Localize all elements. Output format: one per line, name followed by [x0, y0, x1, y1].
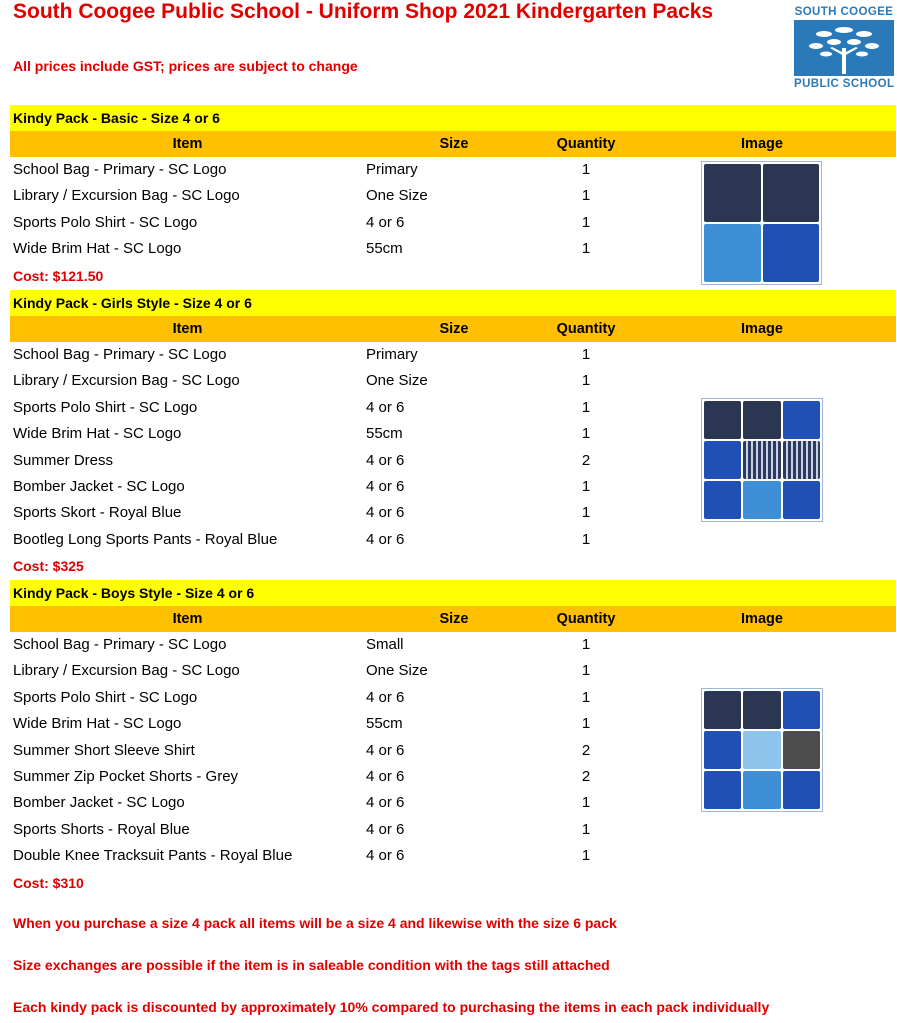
- table-header: [10, 131, 896, 157]
- item-quantity: 1: [581, 847, 591, 865]
- library-bag-image: [743, 401, 780, 439]
- item-size: 55cm: [366, 715, 403, 733]
- pack-cost: Cost: $325: [13, 558, 84, 575]
- item-quantity: 1: [581, 425, 591, 443]
- item-quantity: 1: [581, 636, 591, 653]
- pack-boys-image: [701, 688, 823, 812]
- item-quantity: 1: [581, 794, 591, 812]
- pack-title: Kindy Pack - Boys Style - Size 4 or 6: [10, 580, 896, 606]
- grey-shorts-image: [783, 731, 820, 769]
- price-disclaimer: All prices include GST; prices are subject to change: [13, 58, 358, 74]
- item-quantity: 1: [581, 187, 591, 205]
- table-row: [10, 342, 896, 368]
- item-quantity: 1: [581, 240, 591, 258]
- item-size: One Size: [366, 372, 428, 390]
- table-row: [10, 368, 896, 394]
- tracksuit-pants-image: [783, 771, 820, 809]
- item-size: One Size: [366, 187, 428, 205]
- item-size: 4 or 6: [366, 847, 405, 865]
- table-row: [10, 843, 896, 869]
- item-name: Library / Excursion Bag - SC Logo: [13, 187, 240, 205]
- header-item: Item: [172, 611, 203, 627]
- item-name: Sports Polo Shirt - SC Logo: [13, 398, 198, 416]
- pack-boys: [10, 580, 896, 896]
- table-row: [10, 527, 896, 553]
- item-quantity: 1: [581, 398, 591, 416]
- item-size: Small: [366, 636, 404, 653]
- table-header: [10, 316, 896, 342]
- item-name: Wide Brim Hat - SC Logo: [13, 240, 182, 258]
- table-row: [10, 817, 896, 843]
- header-size: Size: [439, 321, 469, 337]
- item-name: School Bag - Primary - SC Logo: [13, 346, 227, 363]
- item-name: Wide Brim Hat - SC Logo: [13, 425, 182, 443]
- item-name: Sports Polo Shirt - SC Logo: [13, 213, 198, 231]
- item-name: Double Knee Tracksuit Pants - Royal Blue: [13, 847, 293, 865]
- header-item: Item: [172, 321, 203, 337]
- item-name: Wide Brim Hat - SC Logo: [13, 715, 182, 733]
- item-quantity: 1: [581, 213, 591, 231]
- item-quantity: 1: [581, 662, 591, 680]
- school-bag-image: [704, 401, 741, 439]
- page-title: South Coogee Public School - Uniform Shop 2021 Kindergarten Packs: [13, 0, 714, 23]
- header-item: Item: [172, 136, 203, 152]
- item-quantity: 2: [581, 767, 591, 785]
- item-size: 4 or 6: [366, 820, 405, 838]
- pack-girls-image: [701, 398, 823, 522]
- item-name: School Bag - Primary - SC Logo: [13, 636, 227, 653]
- pack-basic-image: [701, 161, 822, 285]
- item-size: One Size: [366, 662, 428, 680]
- item-name: Summer Zip Pocket Shorts - Grey: [13, 767, 239, 785]
- logo-line-1: SOUTH COOGEE: [794, 6, 894, 18]
- polo-shirt-image: [704, 224, 761, 282]
- item-size: Primary: [366, 161, 418, 178]
- item-quantity: 2: [581, 451, 591, 469]
- item-size: 4 or 6: [366, 398, 405, 416]
- pack-cost: Cost: $310: [13, 874, 84, 891]
- item-name: Sports Polo Shirt - SC Logo: [13, 688, 198, 706]
- sports-pants-image: [783, 481, 820, 519]
- note-size-pack: When you purchase a size 4 pack all items will be a size 4 and likewise with the size 6 pack: [13, 915, 617, 931]
- item-quantity: 1: [581, 715, 591, 733]
- table-row: [10, 632, 896, 658]
- school-logo: [794, 6, 894, 96]
- item-quantity: 1: [581, 688, 591, 706]
- item-name: School Bag - Primary - SC Logo: [13, 161, 227, 178]
- school-bag-image: [704, 164, 761, 222]
- pack-girls: [10, 290, 896, 579]
- item-name: Library / Excursion Bag - SC Logo: [13, 372, 240, 390]
- header-quantity: Quantity: [556, 321, 616, 337]
- item-quantity: 1: [581, 477, 591, 495]
- library-bag-image: [763, 164, 820, 222]
- pack-basic: [10, 105, 896, 289]
- item-quantity: 1: [581, 372, 591, 390]
- bomber-jacket-image: [704, 731, 741, 769]
- item-size: 4 or 6: [366, 530, 405, 548]
- header-image: Image: [741, 136, 783, 152]
- item-size: 55cm: [366, 425, 403, 443]
- hat-image: [763, 224, 820, 282]
- library-bag-image: [743, 691, 780, 729]
- item-size: 4 or 6: [366, 794, 405, 812]
- item-size: 4 or 6: [366, 451, 405, 469]
- item-name: Summer Short Sleeve Shirt: [13, 741, 195, 759]
- item-name: Sports Shorts - Royal Blue: [13, 820, 190, 838]
- item-quantity: 2: [581, 741, 591, 759]
- item-name: Bomber Jacket - SC Logo: [13, 794, 185, 812]
- item-size: 4 or 6: [366, 767, 405, 785]
- header-size: Size: [439, 136, 469, 152]
- item-quantity: 1: [581, 346, 591, 363]
- polo-shirt-image: [743, 771, 780, 809]
- table-row: [10, 658, 896, 684]
- item-size: 4 or 6: [366, 504, 405, 522]
- header-image: Image: [741, 611, 783, 627]
- item-quantity: 1: [581, 530, 591, 548]
- header-quantity: Quantity: [556, 611, 616, 627]
- sports-shorts-image: [704, 771, 741, 809]
- hat-image: [783, 691, 820, 729]
- item-name: Summer Dress: [13, 451, 114, 469]
- table-header: [10, 606, 896, 632]
- item-size: 55cm: [366, 240, 403, 258]
- item-name: Sports Skort - Royal Blue: [13, 504, 182, 522]
- item-size: 4 or 6: [366, 477, 405, 495]
- note-exchanges: Size exchanges are possible if the item is in saleable condition with the tags still attached: [13, 957, 610, 973]
- summer-dress-image: [743, 441, 780, 479]
- item-size: 4 or 6: [366, 213, 405, 231]
- polo-shirt-image: [743, 481, 780, 519]
- item-quantity: 1: [581, 161, 591, 178]
- item-size: 4 or 6: [366, 741, 405, 759]
- header-image: Image: [741, 321, 783, 337]
- item-size: Primary: [366, 346, 418, 363]
- header-size: Size: [439, 611, 469, 627]
- hat-image: [783, 401, 820, 439]
- tree-icon: [794, 20, 894, 76]
- item-name: Bomber Jacket - SC Logo: [13, 477, 185, 495]
- item-name: Bootleg Long Sports Pants - Royal Blue: [13, 530, 278, 548]
- item-quantity: 1: [581, 504, 591, 522]
- bomber-jacket-image: [704, 441, 741, 479]
- header-quantity: Quantity: [556, 136, 616, 152]
- note-discount: Each kindy pack is discounted by approximately 10% compared to purchasing the items in each pack individually: [13, 999, 770, 1015]
- pack-cost: Cost: $121.50: [13, 267, 104, 284]
- short-sleeve-shirt-image: [743, 731, 780, 769]
- item-size: 4 or 6: [366, 688, 405, 706]
- pack-title: Kindy Pack - Girls Style - Size 4 or 6: [10, 290, 896, 316]
- skort-image: [704, 481, 741, 519]
- item-quantity: 1: [581, 820, 591, 838]
- item-name: Library / Excursion Bag - SC Logo: [13, 662, 240, 680]
- school-bag-image: [704, 691, 741, 729]
- summer-dress-image: [783, 441, 820, 479]
- pack-title: Kindy Pack - Basic - Size 4 or 6: [10, 105, 896, 131]
- logo-line-2: PUBLIC SCHOOL: [794, 78, 895, 90]
